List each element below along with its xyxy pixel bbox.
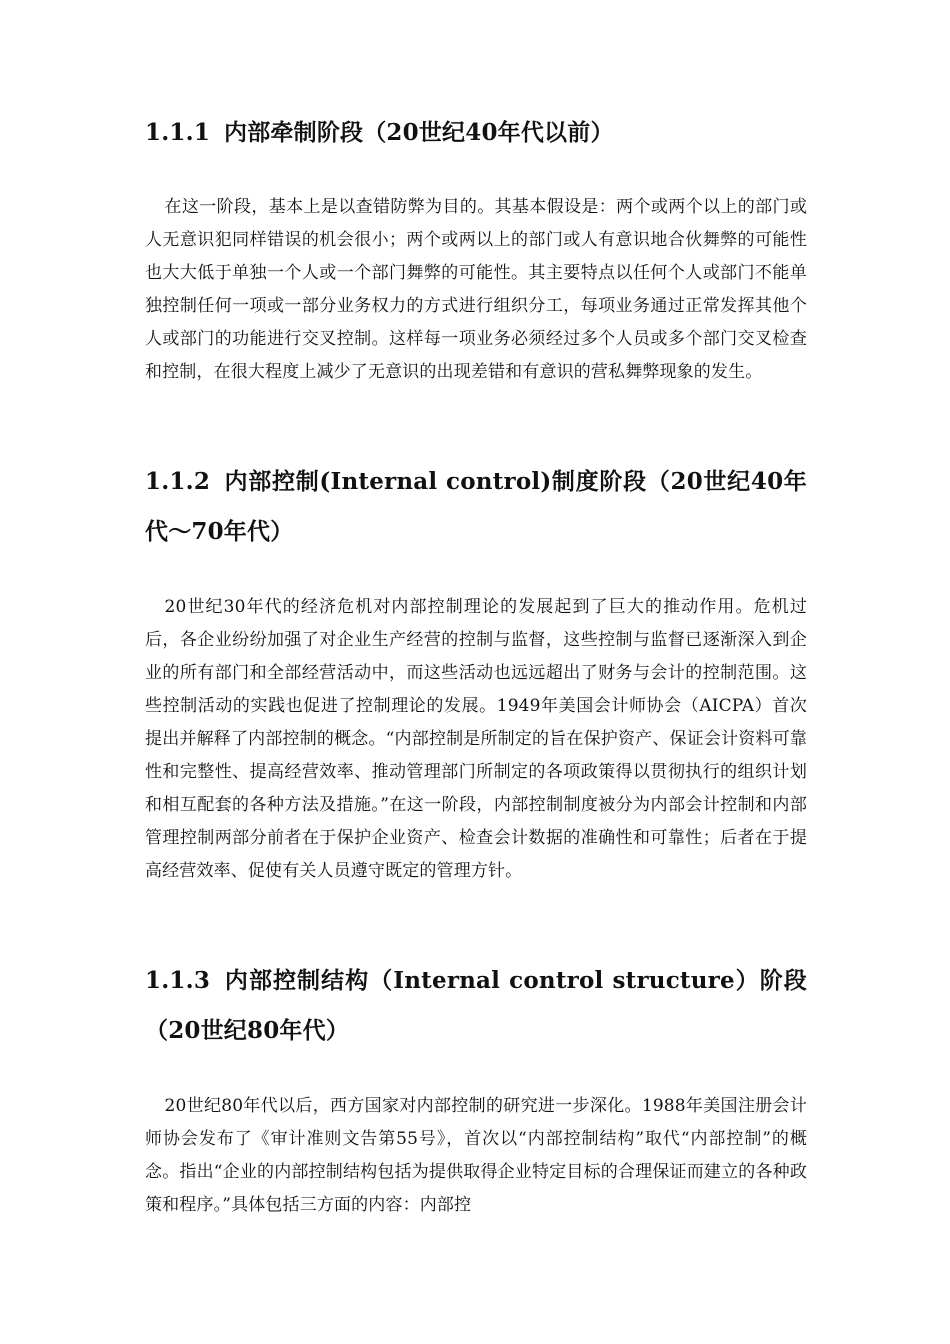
section-number: 1.1.2 bbox=[145, 468, 211, 495]
section-title: 内部控制结构（Internal control structure）阶段（20世纪80年代） bbox=[145, 967, 807, 1044]
section-body-1-1-1: 在这一阶段，基本上是以查错防弊为目的。其基本假设是：两个或两个以上的部门或人无意识犯同样错误的机会很小；两个或两以上的部门或人有意识地合伙舞弊的可能性也大大低于单独一个人或一个部门舞弊的可能性。其主要特点以任何个人或部门不能单独控制任何一项或一部分业务权力的方式进行组织分工，每项业务通过正常发挥其他个人或部门的功能进行交叉控制。这样每一项业务必须经过多个人员或多个部门交叉检查和控制，在很大程度上减少了无意识的出现差错和有意识的营私舞弊现象的发生。 bbox=[145, 197, 807, 382]
section-heading-1-1-2 bbox=[145, 457, 807, 557]
section-heading-1-1-1 bbox=[145, 108, 807, 158]
section-heading-1-1-3 bbox=[145, 956, 807, 1056]
section-body-1-1-2: 20世纪30年代的经济危机对内部控制理论的发展起到了巨大的推动作用。危机过后，各企业纷纷加强了对企业生产经营的控制与监督，这些控制与监督已逐渐深入到企业的所有部门和全部经营活动中，而这些活动也远远超出了财务与会计的控制范围。这些控制活动的实践也促进了控制理论的发展。1949年美国会计师协会（AICPA）首次提出并解释了内部控制的概念。“内部控制是所制定的旨在保护资产、保证会计资料可靠性和完整性、提高经营效率、推动管理部门所制定的各项政策得以贯彻执行的组织计划和相互配套的各种方法及措施。”在这一阶段，内部控制制度被分为内部会计控制和内部管理控制两部分前者在于保护企业资产、检查会计数据的准确性和可靠性；后者在于提高经营效率、促使有关人员遵守既定的管理方针。 bbox=[145, 597, 807, 881]
section-number: 1.1.1 bbox=[145, 119, 211, 146]
section-title: 内部控制(Internal control)制度阶段（20世纪40年代～70年代） bbox=[145, 468, 807, 545]
section-number: 1.1.3 bbox=[145, 967, 211, 994]
section-body-1-1-3: 20世纪80年代以后，西方国家对内部控制的研究进一步深化。1988年美国注册会计师协会发布了《审计准则文告第55号》，首次以“内部控制结构”取代“内部控制”的概念。指出“企业的内部控制结构包括为提供取得企业特定目标的合理保证而建立的各种政策和程序。”具体包括三方面的内容：内部控 bbox=[145, 1096, 807, 1215]
section-title: 内部牵制阶段（20世纪40年代以前） bbox=[224, 119, 614, 146]
